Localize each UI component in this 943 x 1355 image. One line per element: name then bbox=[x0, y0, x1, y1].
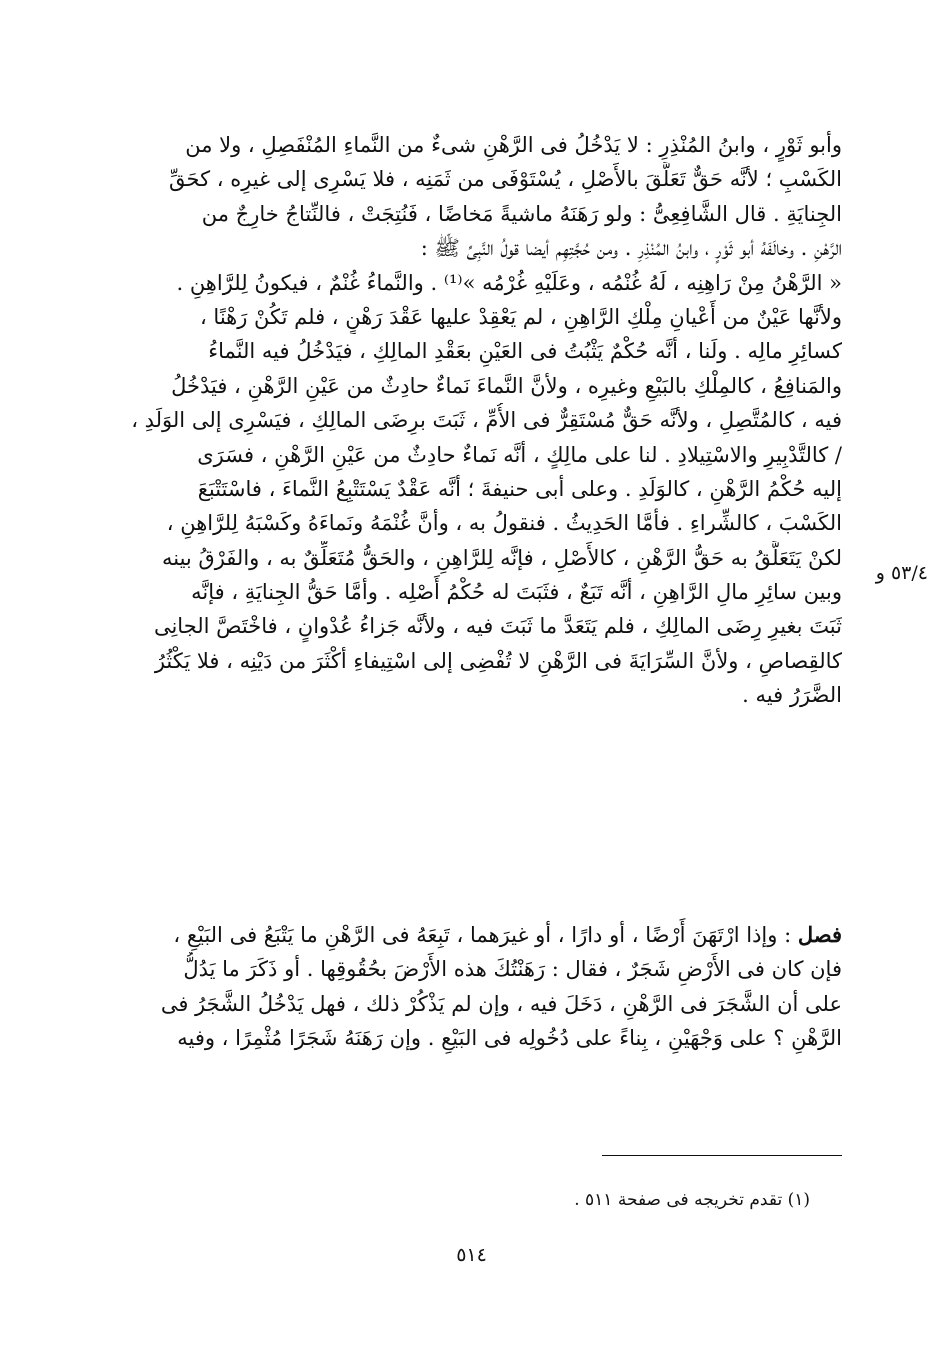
text-line: الكَسْبِ ؛ لأنَّه حَقٌّ تَعَلَّقَ بالأَصْلِ ، يُسْتَوْفَى من ثَمَنِه ، فلا يَسْرِى إلى غيرِه ، كحَقِّ bbox=[169, 167, 842, 192]
footnote: (١) تقدم تخريجه فى صفحة ٥١١ . bbox=[574, 1190, 810, 1210]
text-line: على أن الشَّجَرَ فى الرَّهْنِ ، دَخَلَ فيه ، وإن لم يَذْكُرْ ذلك ، فهل يَدْخُلُ الشَّجَرُ فى bbox=[160, 991, 842, 1016]
text-line: « الرَّهْنُ مِنْ رَاهِنِه ، لَهُ غُنْمُه ، وعَلَيْهِ غُرْمُه »⁽¹⁾ . والنَّماءُ غُنْمٌ ، فيكونُ لِلرَّاهِنِ . bbox=[176, 270, 842, 295]
text-line: كسائِرِ مالِه . ولَنا ، أنَّه حُكْمٌ يَثْبُتُ فى العَيْنِ بعَقْدِ المالِكِ ، فيَدْخُلُ فيه النَّماءُ bbox=[208, 339, 842, 364]
text-line: الجِنايَةِ . قال الشَّافِعِىُّ : ولو رَهَنَهُ ماشيةً مَخاضًا ، فَنُتِجَتْ ، فالنِّتاجُ خارِجٌ من bbox=[201, 201, 842, 226]
text-line: والمَنافِعُ ، كالمِلْكِ بالبَيْعِ وغيرِه ، ولأنَّ النَّماءَ نَماءٌ حادِثٌ من عَيْنِ الرَّهْنِ ، فيَدْخُلُ bbox=[171, 373, 842, 398]
text-line: الرَّهْنِ . وخالَفَهُ أبو ثَوْرٍ ، وابنُ المُنْذِرِ . ومن حُجَّتِهِم أيضا قولُ النَّبِىِّ ﷺ : bbox=[420, 236, 842, 261]
text-line: كالقِصاصِ ، ولأنَّ السِّرَايَةَ فى الرَّهْنِ لا تُفْضِى إلى اسْتِيفاءِ أكْثَرَ من دَيْنِه ، فلا يَكْثُرُ bbox=[154, 648, 842, 673]
section-paragraph bbox=[128, 918, 842, 1056]
text-line: الرَّهْنِ ؟ على وَجْهَيْنِ ، بِناءً على دُخُولِه فى البَيْعِ . وإن رَهَنَهُ شَجَرًا مُثْمِرًا ، وفيه bbox=[177, 1026, 842, 1051]
section-text: : وإذا ارْتَهَنَ أَرْضًا ، أو دارًا ، أو غيرَهما ، تَبِعَهُ فى الرَّهْنِ ما يَتْبَعُ فى البَيْعِ ، bbox=[173, 923, 792, 947]
footnote-divider bbox=[602, 1155, 842, 1156]
text-line: لكنْ يَتَعَلَّقُ به حَقُّ الرَّهْنِ ، كالأَصْلِ ، فإنَّه لِلرَّاهِنِ ، والحَقُّ مُتَعَلِّقٌ به ، والفَرْقُ بينه bbox=[161, 545, 842, 570]
margin-folio-note: ٥٣/٤ و bbox=[875, 562, 928, 584]
text-line: ولأنَّها عَيْنٌ من أَعْيانِ مِلْكِ الرَّاهِنِ ، لم يَعْقِدْ عليها عَقْدَ رَهْنٍ ، فلم تَكُنْ رَهْنًا ، bbox=[199, 304, 842, 329]
text-line bbox=[128, 918, 842, 952]
text-line: وأبو ثَوْرٍ ، وابنُ المُنْذِرِ : لا يَدْخُلُ فى الرَّهْنِ شىءٌ من النَّماءِ المُنْفَصِلِ ، ولا من bbox=[185, 133, 842, 157]
text-line: وبين سائِرِ مالِ الرَّاهِنِ ، أنَّه تَبَعٌ ، فثَبَتَ له حُكْمُ أَصْلِه . وأمَّا حَقُّ الجِنايَةِ ، فإنَّه bbox=[191, 580, 842, 605]
text-line: / كالتَّدْبِيرِ والاسْتِيلادِ . لنا على مالِكٍ ، أنَّه نَماءٌ حادِثٌ من عَيْنِ الرَّهْنِ ، فسَرَى bbox=[197, 442, 842, 467]
main-paragraph bbox=[128, 128, 842, 713]
text-line: فيه ، كالمُتَّصِلِ ، ولأنَّه حَقٌّ مُسْتَقِرٌّ فى الأُمِّ ، ثَبَتَ برِضَى المالِكِ ، فيَسْرِى إلى الوَلَدِ ، bbox=[131, 408, 842, 433]
page-number: ٥١٤ bbox=[456, 1244, 487, 1266]
text-line: إليه حُكْمُ الرَّهْنِ ، كالوَلَدِ . وعلى أبى حنيفةَ ؛ أنَّه عَقْدٌ يَسْتَتْبِعُ النَّماءَ ، فاسْتَتْبَعَ bbox=[197, 476, 842, 501]
text-line: فإن كان فى الأَرْضِ شَجَرٌ ، فقال : رَهَنْتُكَ هذه الأَرْضَ بحُقُوقِها . أو ذَكَرَ ما يَدُلُّ bbox=[183, 957, 842, 982]
text-line: الضَّرَرُ فيه . bbox=[742, 683, 842, 708]
text-line: الكَسْبَ ، كالشِّراءِ . فأمَّا الحَدِيثُ . فنقولُ به ، وأنَّ غُنْمَهُ ونَماءَهُ وكَسْبَهُ لِلرَّاهِنِ ، bbox=[166, 511, 842, 536]
section-heading: فصل bbox=[797, 922, 842, 947]
text-line: ثَبَتَ بغيرِ رِضَى المالِكِ ، فلم يَتَعَدَّ ما ثَبَتَ فيه ، ولأنَّه جَزاءُ عُدْوانٍ ، فاخْتَصَّ الجانِى bbox=[153, 614, 842, 639]
